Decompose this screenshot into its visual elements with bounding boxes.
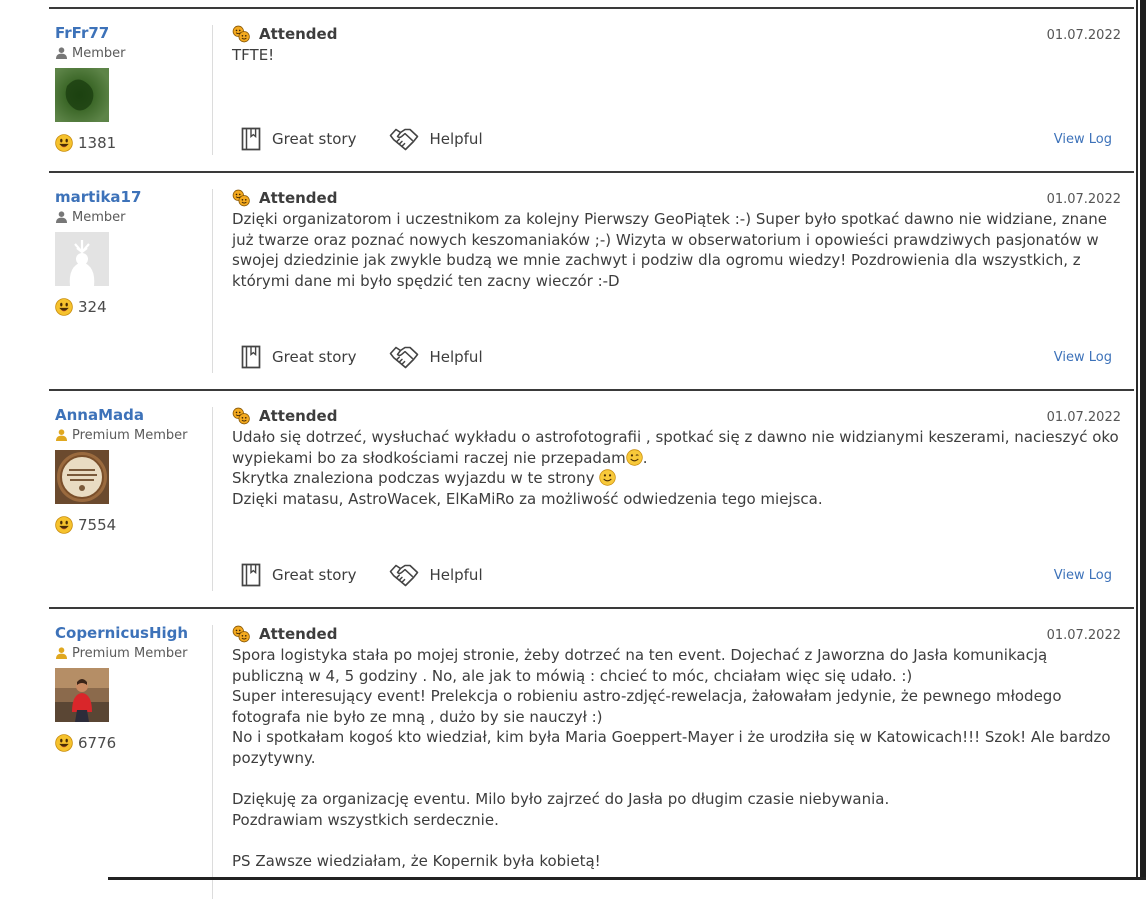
- profile-column: [49, 173, 212, 389]
- log-text: [232, 427, 1141, 509]
- smiley-icon: [55, 298, 73, 316]
- finds-count: [55, 734, 212, 752]
- person-icon: [55, 211, 68, 223]
- log-header: [232, 187, 1141, 209]
- log-date: 01.07.2022: [1046, 410, 1121, 425]
- log-text-part: Udało się dotrzeć, wysłuchać wykładu o astrofotografii , spotkać się z dawno nie widzianymi keszerami, nacieszyć oko wypiekami bo za słodkościami raczej nie przepadam: [232, 428, 1119, 467]
- person-icon: [55, 647, 68, 659]
- helpful-button[interactable]: [389, 126, 482, 152]
- log-entry: [49, 389, 1141, 607]
- great-story-button[interactable]: [240, 345, 356, 369]
- person-icon: [55, 47, 68, 59]
- avatar[interactable]: [55, 232, 109, 286]
- log-type: Attended: [259, 25, 338, 43]
- log-header: [232, 623, 1141, 645]
- attended-icon: [232, 625, 250, 643]
- avatar[interactable]: [55, 668, 109, 722]
- great-story-label: Great story: [272, 566, 357, 584]
- log-actions: [232, 560, 1112, 590]
- log-content: [212, 391, 1141, 607]
- log-content: [212, 9, 1141, 171]
- username-link[interactable]: CopernicusHigh: [55, 624, 189, 642]
- finds-count: [55, 298, 212, 316]
- log-list: [49, 7, 1141, 899]
- log-date: 01.07.2022: [1046, 192, 1121, 207]
- log-type: Attended: [259, 407, 338, 425]
- username-link[interactable]: FrFr77: [55, 24, 110, 42]
- helpful-button[interactable]: [389, 344, 482, 370]
- smiley-icon: [55, 134, 73, 152]
- member-role: [55, 44, 212, 62]
- log-text: TFTE!: [232, 46, 275, 64]
- helpful-label: Helpful: [429, 130, 483, 148]
- log-text-part: Dzięki matasu, AstroWacek, ElKaMiRo za możliwość odwiedzenia tego miejsca.: [232, 489, 823, 508]
- log-entry: [49, 607, 1141, 899]
- smiley-icon: [55, 516, 73, 534]
- member-role-label: Premium Member: [72, 427, 188, 443]
- member-role: [55, 426, 212, 444]
- avatar[interactable]: [55, 68, 109, 122]
- log-header: [232, 405, 1141, 427]
- smiley-icon: [55, 734, 73, 752]
- member-role-label: Member: [72, 45, 126, 61]
- log-type: Attended: [259, 189, 338, 207]
- view-log-link[interactable]: View Log: [1053, 131, 1112, 147]
- log-text-part: . Skrytka znaleziona podczas wyjazdu w te strony: [232, 448, 648, 488]
- view-log-link[interactable]: View Log: [1053, 349, 1112, 365]
- finds-count: [55, 516, 212, 534]
- finds-count-value: 6776: [78, 734, 117, 752]
- finds-count-value: 7554: [78, 516, 117, 534]
- helpful-label: Helpful: [429, 348, 483, 366]
- log-text: Dzięki organizatorom i uczestnikom za kolejny Pierwszy GeoPiątek :-) Super było spotkać dawno nie widziane, znane już twarze oraz poznać nowych keszomaniaków ;-) Wizyta w obserwatorium i opowieści prawdziwych pasjonatów w swojej dziedzinie jak zwykle budzą we mnie zachwyt i podziw dla ogromu wiedzy! Pozdrowienia dla wszystkich, z którymi dane mi było spędzić ten zacny wieczór :-D: [232, 210, 1108, 290]
- profile-column: [49, 391, 212, 607]
- book-icon: [240, 127, 262, 151]
- helpful-label: Helpful: [429, 566, 483, 584]
- book-icon: [240, 345, 262, 369]
- avatar[interactable]: [55, 450, 109, 504]
- window-edge: [1134, 0, 1146, 880]
- log-actions: [232, 124, 1112, 154]
- view-log-link[interactable]: View Log: [1053, 567, 1112, 583]
- log-date: 01.07.2022: [1046, 28, 1121, 43]
- log-content: [212, 609, 1141, 899]
- great-story-label: Great story: [272, 130, 357, 148]
- book-icon: [240, 563, 262, 587]
- great-story-button[interactable]: [240, 563, 356, 587]
- smile-emoji-icon: [599, 469, 616, 486]
- log-actions: [232, 342, 1112, 372]
- member-role-label: Premium Member: [72, 645, 188, 661]
- log-date: 01.07.2022: [1046, 628, 1121, 643]
- handshake-icon: [389, 344, 419, 370]
- finds-count: [55, 134, 212, 152]
- profile-column: [49, 9, 212, 171]
- member-role: [55, 644, 212, 662]
- handshake-icon: [389, 126, 419, 152]
- attended-icon: [232, 407, 250, 425]
- profile-column: [49, 609, 212, 899]
- log-entry: [49, 171, 1141, 389]
- great-story-label: Great story: [272, 348, 357, 366]
- person-icon: [55, 429, 68, 441]
- username-link[interactable]: martika17: [55, 188, 142, 206]
- log-header: [232, 23, 1141, 45]
- attended-icon: [232, 189, 250, 207]
- wink-emoji-icon: [626, 449, 643, 466]
- finds-count-value: 324: [78, 298, 107, 316]
- handshake-icon: [389, 562, 419, 588]
- member-role: [55, 208, 212, 226]
- log-entry: [49, 7, 1141, 171]
- member-role-label: Member: [72, 209, 126, 225]
- attended-icon: [232, 25, 250, 43]
- great-story-button[interactable]: [240, 127, 356, 151]
- username-link[interactable]: AnnaMada: [55, 406, 144, 424]
- helpful-button[interactable]: [389, 562, 482, 588]
- finds-count-value: 1381: [78, 134, 117, 152]
- log-text: Spora logistyka stała po mojej stronie, żeby dotrzeć na ten event. Dojechać z Jaworzna do Jasła komunikacją publiczną w 4, 5 godziny . No, ale jak to mówią : chcieć to móc, chciałam więc się udało. :) Super interesujący event! Prelekcja o robieniu astro-zdjęć-rewelacja, żałowałam jedynie, że pewnego młodego fotografa nie było ze mną , dużo by sie nauczył :) No i spotkałam kogoś kto wiedział, kim była Maria Goeppert-Mayer i że urodziła się w Katowicach!!! Szok! Ale bardzo pozytywny. Dziękuję za organizację eventu. Milo było zajrzeć do Jasła po długim czasie niebywania. Pozdrawiam wszystkich serdecznie. PS Zawsze wiedziałam, że Kopernik była kobietą!: [232, 646, 1111, 870]
- log-type: Attended: [259, 625, 338, 643]
- log-content: [212, 173, 1141, 389]
